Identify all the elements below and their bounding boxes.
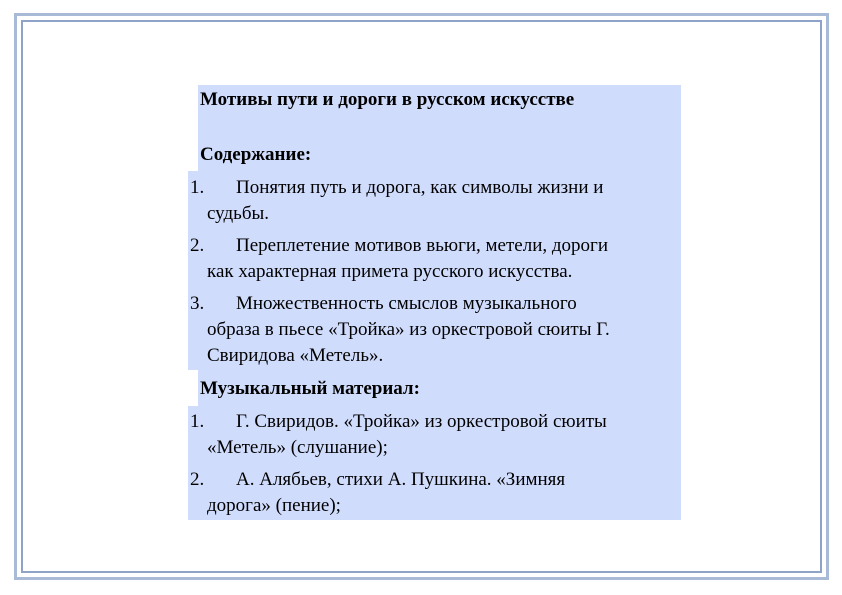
- material-item-2-line-2: дорога» (пение);: [207, 495, 341, 516]
- contents-item-2-line-2: как характерная примета русского искусства.: [207, 261, 573, 282]
- material-item-1-line-1: Г. Свиридов. «Тройка» из оркестровой сюиты: [236, 411, 607, 432]
- contents-item-3-line-3: Свиридова «Метель».: [207, 345, 384, 366]
- material-item-2-number: 2.: [190, 469, 205, 490]
- contents-item-3-line-1: Множественность смыслов музыкального: [236, 293, 577, 314]
- contents-item-2-number: 2.: [190, 235, 205, 256]
- material-item-1-line-2: «Метель» (слушание);: [207, 437, 388, 458]
- contents-item-3-line-2: образа в пьесе «Тройка» из оркестровой сюиты Г.: [207, 319, 610, 340]
- material-heading: Музыкальный материал:: [200, 378, 420, 399]
- contents-item-2-line-1: Переплетение мотивов вьюги, метели, дороги: [236, 235, 608, 256]
- contents-heading: Содержание:: [200, 144, 312, 165]
- contents-item-1-line-2: судьбы.: [207, 203, 270, 224]
- material-item-2-line-1: А. Алябьев, стихи А. Пушкина. «Зимняя: [236, 469, 566, 490]
- material-item-1-number: 1.: [190, 411, 205, 432]
- contents-item-1-line-1: Понятия путь и дорога, как символы жизни и: [236, 177, 604, 198]
- contents-item-3-number: 3.: [190, 293, 205, 314]
- page-title: Мотивы пути и дороги в русском искусстве: [200, 89, 575, 110]
- contents-item-1-number: 1.: [190, 177, 205, 198]
